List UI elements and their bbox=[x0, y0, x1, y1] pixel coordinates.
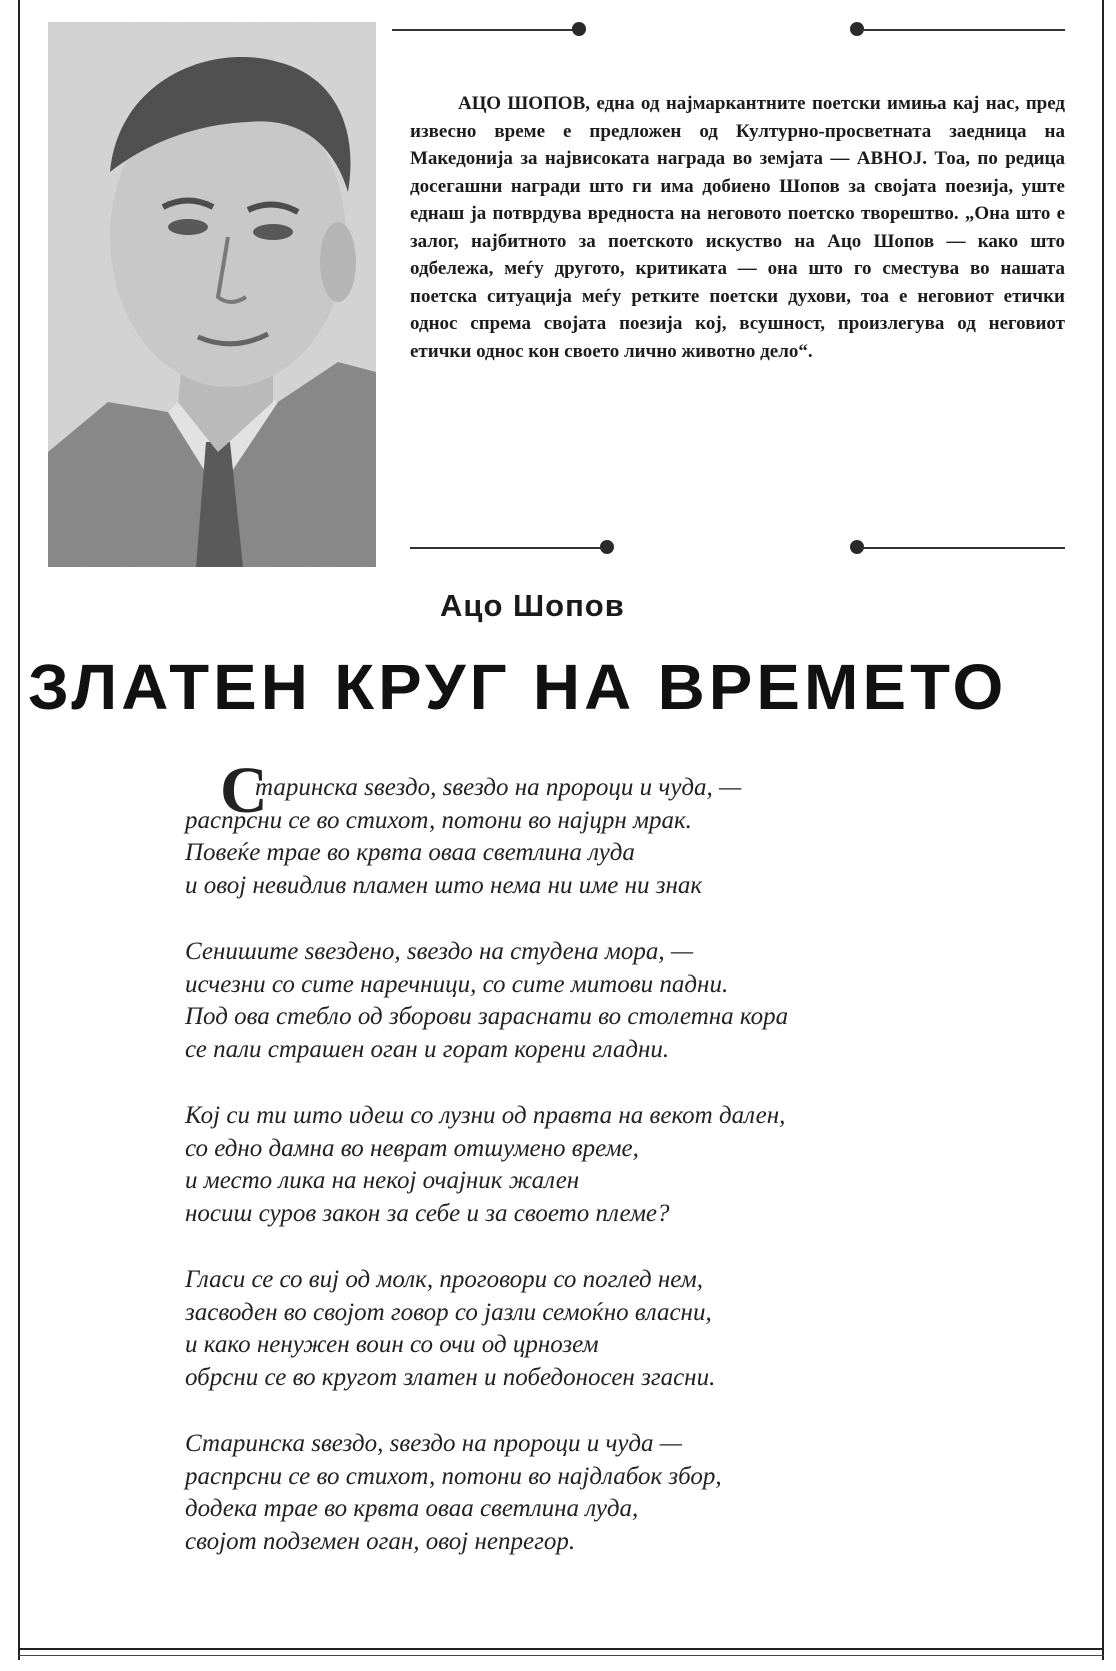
poem-body bbox=[185, 772, 1085, 1592]
poem-line: и овој невидлив пламен што нема ни име ни знак bbox=[185, 871, 703, 899]
top-divider-left bbox=[392, 22, 592, 38]
poem-line: таринска ѕвездо, ѕвездо на пророци и чуда, — bbox=[255, 774, 742, 801]
poem-line: исчезни со сите наречници, со сите митови падни. bbox=[185, 970, 729, 998]
poem-line: обрсни се во кругот златен и победоносен згасни. bbox=[185, 1363, 716, 1391]
top-divider-right bbox=[850, 22, 1065, 38]
stanza-5 bbox=[185, 1428, 1085, 1558]
poem-line: и како ненужен воин со очи од црнозем bbox=[185, 1331, 599, 1358]
poem-line: и место лика на некој очајник жален bbox=[185, 1167, 580, 1194]
poem-line: распрсни се во стихот, потони во најцрн мрак. bbox=[185, 806, 692, 834]
mid-divider-right bbox=[850, 540, 1065, 556]
intro-paragraph bbox=[410, 90, 1065, 365]
poem-line: распрсни се во стихот, потони во најдлабок збор, bbox=[185, 1462, 722, 1490]
poem-line: додека трае во крвта оваа светлина луда, bbox=[185, 1495, 639, 1522]
poem-line: Старинска ѕвездо, ѕвездо на пророци и чуда — bbox=[185, 1430, 683, 1457]
poem-line: се пали страшен оган и горат корени гладни. bbox=[185, 1035, 670, 1063]
author-name: Ацо Шопов bbox=[440, 588, 625, 623]
stanza-2 bbox=[185, 936, 1085, 1066]
poem-line: Под ова стебло од зборови зараснати во столетна кора bbox=[185, 1003, 789, 1030]
portrait-illustration bbox=[48, 22, 376, 567]
poem-line: носиш суров закон за себе и за своето племе? bbox=[185, 1199, 670, 1227]
poem-line: засводен во својот говор со јазли семоќно власни, bbox=[185, 1298, 712, 1326]
poem-line: Кој си ти што идеш со лузни од правта на векот дален, bbox=[185, 1102, 786, 1129]
poem-line: својот подземен оган, овој непрегор. bbox=[185, 1527, 576, 1555]
stanza-1 bbox=[185, 772, 1085, 902]
divider-dot bbox=[572, 22, 586, 36]
intro-text: АЦО ШОПОВ, една од најмаркантните поетски имиња кај нас, пред извесно време е предложен од Културно-просветната заедница на Македонија за највисоката награда во земјата — АВНОЈ. Тоа, по редица досегашни награди што ги има добиено Шопов за својата поезија, уште еднаш ја потврдува вредноста на неговото поетско творештво. „Она што е залог, најбитното за поетското искуство на Ацо Шопов — како што одбележа, меѓу другото, критиката — она што го сместува во нашата поетска ситуација меѓу ретките поетски духови, тоа е неговиот етички однос спрема својата поезија кој, всушност, произлегува од неговиот етички однос кон своето лично животно дело“. bbox=[410, 93, 1065, 362]
author-portrait bbox=[48, 22, 376, 567]
poem-title: ЗЛАТЕН КРУГ НА ВРЕМЕТО bbox=[28, 651, 1008, 723]
poem-line: Сенишите ѕвездено, ѕвездо на студена мора, — bbox=[185, 938, 694, 965]
stanza-4 bbox=[185, 1264, 1085, 1394]
bottom-rule bbox=[18, 1648, 1104, 1650]
mid-divider-left bbox=[410, 540, 615, 556]
poem-line: со едно дамна во неврат отшумено време, bbox=[185, 1134, 639, 1162]
poem-line: Гласи се со виј од молк, проговори со поглед нем, bbox=[185, 1266, 703, 1293]
bottom-rule-thin bbox=[18, 1655, 1104, 1656]
divider-dot bbox=[600, 540, 614, 554]
poem-line: Повеќе трае во крвта оваа светлина луда bbox=[185, 839, 635, 866]
drop-cap: С bbox=[220, 754, 268, 827]
stanza-3 bbox=[185, 1100, 1085, 1230]
